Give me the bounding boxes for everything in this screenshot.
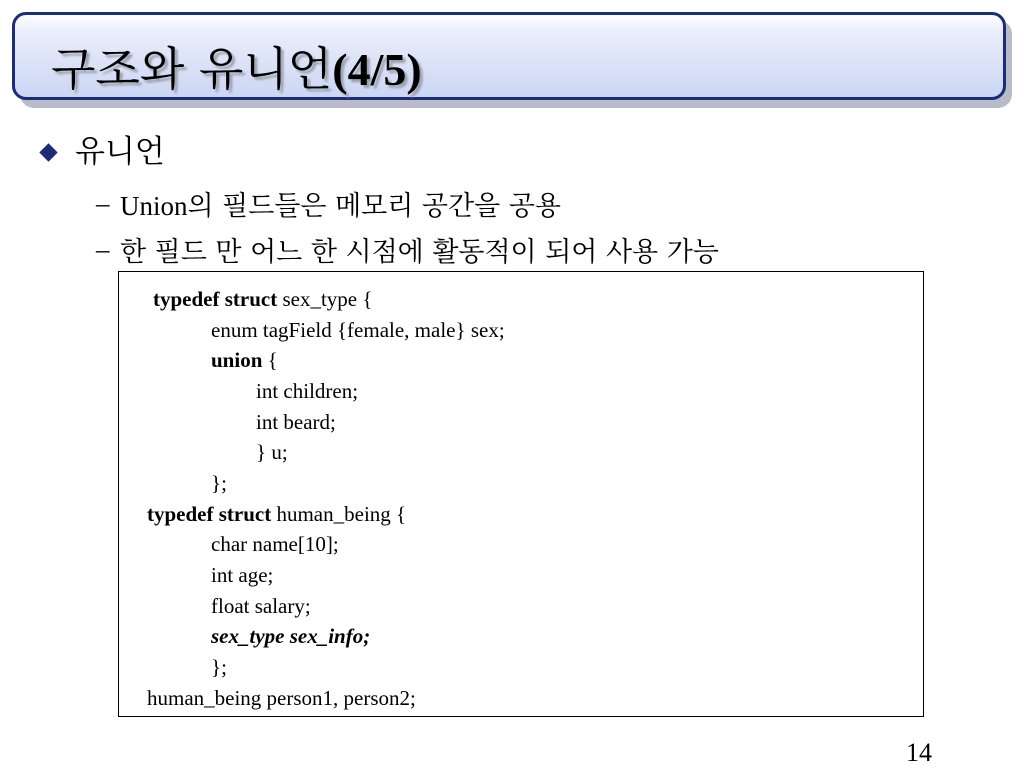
- title-box: [12, 12, 1006, 100]
- code-keyword: typedef struct: [153, 287, 278, 311]
- code-emphasis: sex_type sex_info;: [211, 624, 371, 648]
- sub-bullet-1: [96, 183, 561, 223]
- slide-title-korean: 구조와 유니언: [51, 42, 333, 96]
- code-text: {: [262, 348, 278, 372]
- code-line: enum tagField {female, male} sex;: [211, 318, 505, 342]
- code-keyword: typedef struct: [147, 502, 272, 526]
- diamond-bullet-icon: [39, 143, 57, 161]
- code-text: human_being {: [271, 502, 407, 526]
- code-line: [211, 347, 278, 373]
- page-number: 14: [906, 738, 932, 767]
- sub-bullet-english: Union: [120, 190, 188, 221]
- slide-title: [51, 39, 422, 99]
- code-line: char name[10];: [211, 532, 339, 556]
- code-line: };: [211, 471, 227, 495]
- code-line: [147, 501, 406, 527]
- sub-bullet-2: [96, 229, 719, 269]
- code-text: sex_type {: [277, 287, 373, 311]
- slide-title-suffix: (4/5): [332, 44, 422, 95]
- sub-bullet-korean: 한 필드 만 어느 한 시점에 활동적이 되어 사용 가능: [120, 236, 719, 268]
- code-line: [153, 286, 372, 312]
- sub-bullet-text: [120, 184, 561, 223]
- code-keyword: union: [211, 348, 263, 372]
- code-line: float salary;: [211, 594, 311, 618]
- bullet-item: [38, 130, 165, 174]
- bullet-text: 유니언: [75, 134, 165, 170]
- code-line: [211, 623, 370, 649]
- dash-icon: –: [96, 233, 110, 264]
- dash-icon: –: [96, 187, 110, 218]
- code-line: human_being person1, person2;: [147, 686, 416, 710]
- code-line: int children;: [256, 379, 359, 403]
- code-box: [118, 271, 924, 717]
- code-line: };: [211, 655, 227, 679]
- sub-bullet-korean: 의 필드들은 메모리 공간을 공용: [187, 190, 561, 222]
- code-line: int age;: [211, 563, 274, 587]
- code-line: } u;: [256, 440, 288, 464]
- sub-bullet-text: [120, 230, 719, 269]
- code-line: int beard;: [256, 410, 336, 434]
